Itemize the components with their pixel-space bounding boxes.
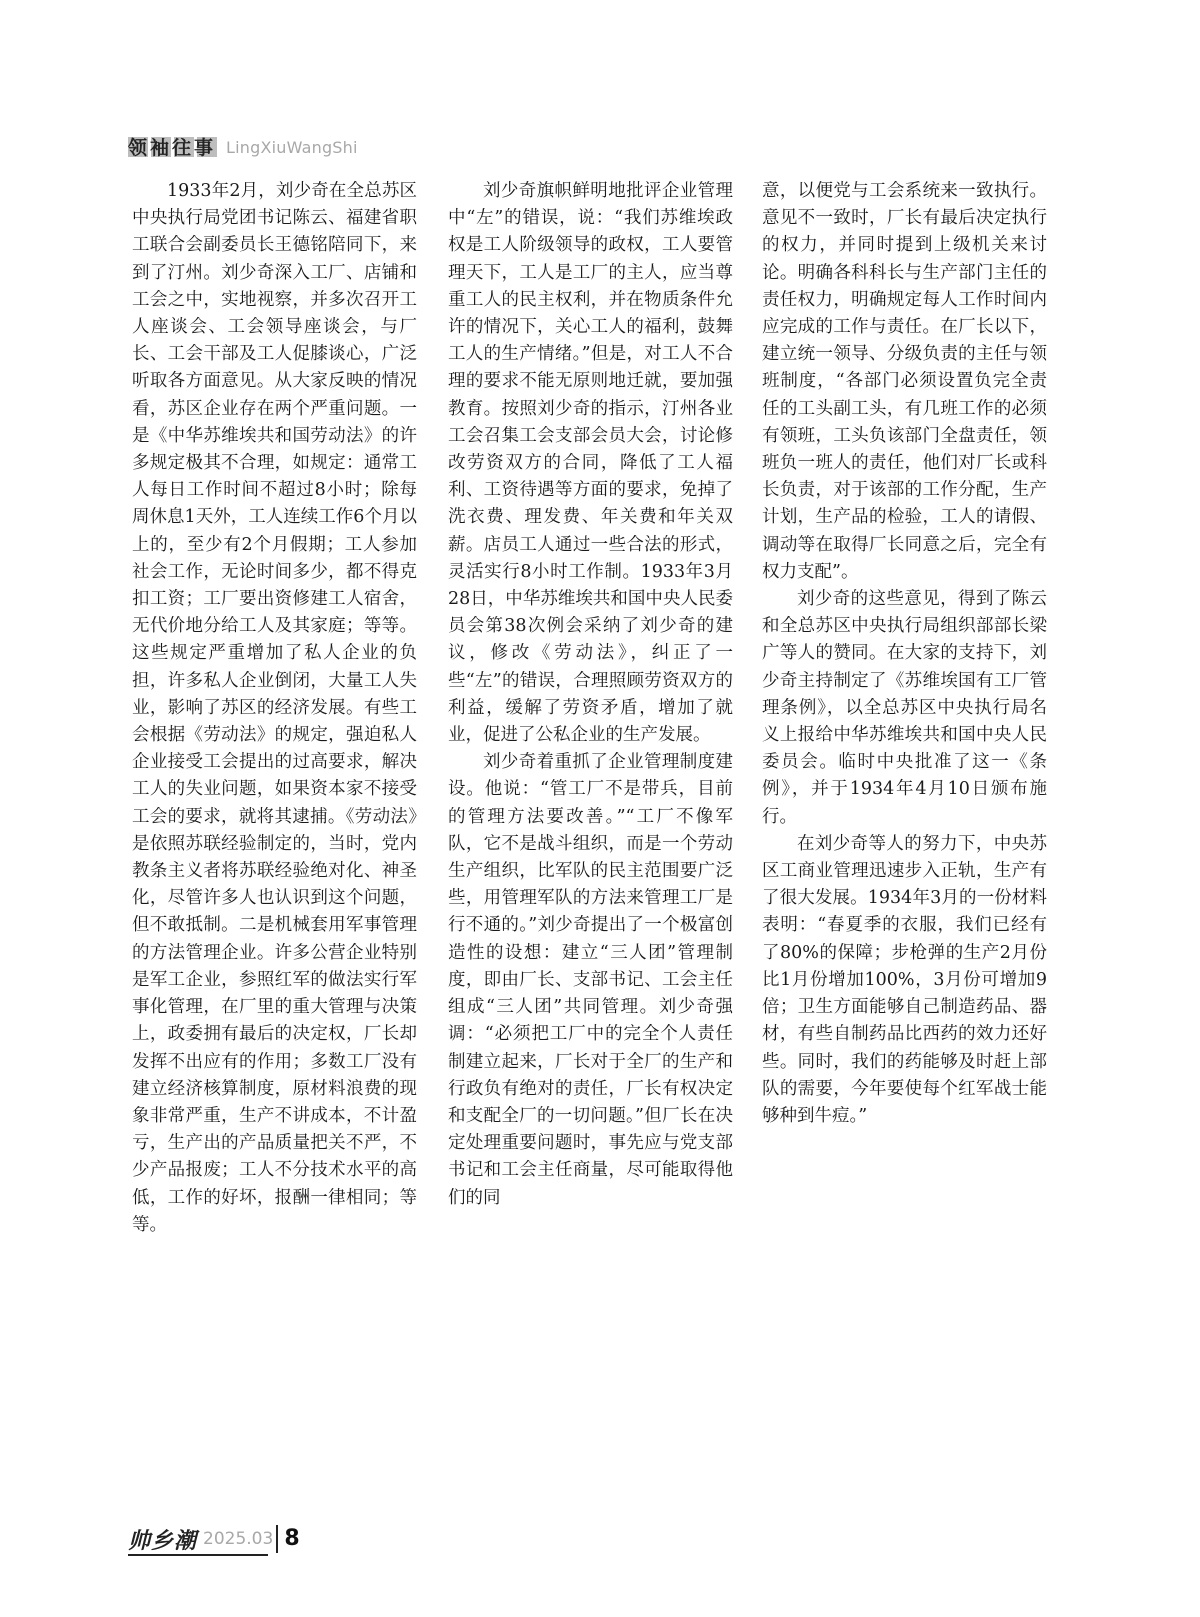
paragraph: 刘少奇的这些意见，得到了陈云和全总苏区中央执行局组织部部长梁广等人的赞同。在大家的支持下，刘少奇主持制定了《苏维埃国有工厂管理条例》，以全总苏区中央执行局名义上报给中华苏维埃共和国中央人民委员会。临时中央批准了这一《条例》，并于1934年4月10日颁布施行。 — [762, 589, 1047, 827]
page-number: 8 — [276, 1525, 299, 1553]
section-title-en: LingXiuWangShi — [226, 137, 358, 157]
section-title-cn: 领袖往事 — [128, 137, 217, 159]
paragraph: 刘少奇着重抓了企业管理制度建设。他说：“管工厂不是带兵，目前的管理方法要改善。”“工厂不像军队，它不是战斗组织，而是一个劳动生产组织，比军队的民主范围要广泛些，用管理军队的方法来管理工厂是行不通的。”刘少奇提出了一个极富创造性的设想：建立“三人团”管理制度，即由厂长、支部书记、工会主任组成“三人团”共同管理。刘少奇强调：“必须把工厂中的完全个人责任制建立起来，厂长对于全厂的生产和行政负有绝对的责任，厂长有权决定和支配全厂的一切问题。”但厂长在决定处理重要问题时，事先应与党支部书记和工会主任商量，尽可能取得他们的同 — [448, 752, 733, 1208]
paragraph: 1933年2月，刘少奇在全总苏区中央执行局党团书记陈云、福建省职工联合会副委员长王德铭陪同下，来到了汀州。刘少奇深入工厂、店铺和工会之中，实地视察，并多次召开工人座谈会、工会领导座谈会，与厂长、工会干部及工人促膝谈心，广泛听取各方面意见。从大家反映的情况看，苏区企业存在两个严重问题。一是《中华苏维埃共和国劳动法》的许多规定极其不合理，如规定：通常工人每日工作时间不超过8小时；除每周休息1天外，工人连续工作6个月以上的，至少有2个月假期；工人参加社会工作，无论时间多少，都不得克扣工资；工厂要出资修建工人宿舍，无代价地分给工人及其家庭；等等。这些规定严重增加了私人企业的负担，许多私人企业倒闭，大量工人失业，影响了苏区的经济发展。有些工会根据《劳动法》的规定，强迫私人企业接受工会提出的过高要求，解决工人的失业问题，如果资本家不接受工会的要求，就将其逮捕。《劳动法》是依照苏联经验制定的，当时，党内教条主义者将苏联经验绝对化、神圣化，尽管许多人也认识到这个问题，但不敢抵制。二是机械套用军事管理的方法管理企业。许多公营企业特别是军工企业，参照红军的做法实行军事化管理，在厂里的重大管理与决策上，政委拥有最后的决定权，厂长却发挥不出应有的作用；多数工厂没有建立经济核算制度，原材料浪费的现象非常严重，生产不讲成本，不计盈亏，生产出的产品质量把关不严，不少产品报废；工人不分技术水平的高低，工作的好坏，报酬一律相同；等等。 — [132, 181, 417, 1235]
text-column-3 — [762, 178, 1047, 1130]
magazine-logo: 帅乡潮 — [128, 1527, 198, 1554]
page-footer — [128, 1524, 300, 1554]
paragraph: 意，以便党与工会系统来一致执行。意见不一致时，厂长有最后决定执行的权力，并同时提到上级机关来讨论。明确各科科长与生产部门主任的责任权力，明确规定每人工作时间内应完成的工作与责任。在厂长以下，建立统一领导、分级负责的主任与领班制度，“各部门必须设置负完全责任的工头副工头，有几班工作的必须有领班，工头负该部门全盘责任，领班负一班人的责任，他们对厂长或科长负责，对于该部的工作分配，生产计划，生产品的检验，工人的请假、调动等在取得厂长同意之后，完全有权力支配”。 — [762, 181, 1047, 582]
footer-rule — [128, 1554, 268, 1556]
text-column-1 — [132, 178, 417, 1239]
issue-number: 2025.03 — [203, 1529, 274, 1549]
section-header-blocks — [128, 134, 220, 160]
text-column-2 — [448, 178, 733, 1212]
section-header — [128, 134, 358, 160]
paragraph: 在刘少奇等人的努力下，中央苏区工商业管理迅速步入正轨，生产有了很大发展。1934年3月的一份材料表明：“春夏季的衣服，我们已经有了80%的保障；步枪弹的生产2月份比1月份增加100%，3月份可增加9倍；卫生方面能够自己制造药品、器材，有些自制药品比西药的效力还好些。同时，我们的药能够及时赶上部队的需要，今年要使每个红军战士能够种到牛痘。” — [762, 833, 1047, 1126]
paragraph: 刘少奇旗帜鲜明地批评企业管理中“左”的错误，说：“我们苏维埃政权是工人阶级领导的政权，工人要管理天下，工人是工厂的主人，应当尊重工人的民主权利，并在物质条件允许的情况下，关心工人的福利，鼓舞工人的生产情绪。”但是，对工人不合理的要求不能无原则地迁就，要加强教育。按照刘少奇的指示，汀州各业工会召集工会支部会员大会，讨论修改劳资双方的合同，降低了工人福利、工资待遇等方面的要求，免掉了洗衣费、理发费、年关费和年关双薪。店员工人通过一些合法的形式，灵活实行8小时工作制。1933年3月28日，中华苏维埃共和国中央人民委员会第38次例会采纳了刘少奇的建议，修改《劳动法》，纠正了一些“左”的错误，合理照顾劳资双方的利益，缓解了劳资矛盾，增加了就业，促进了公私企业的生产发展。 — [448, 181, 733, 746]
